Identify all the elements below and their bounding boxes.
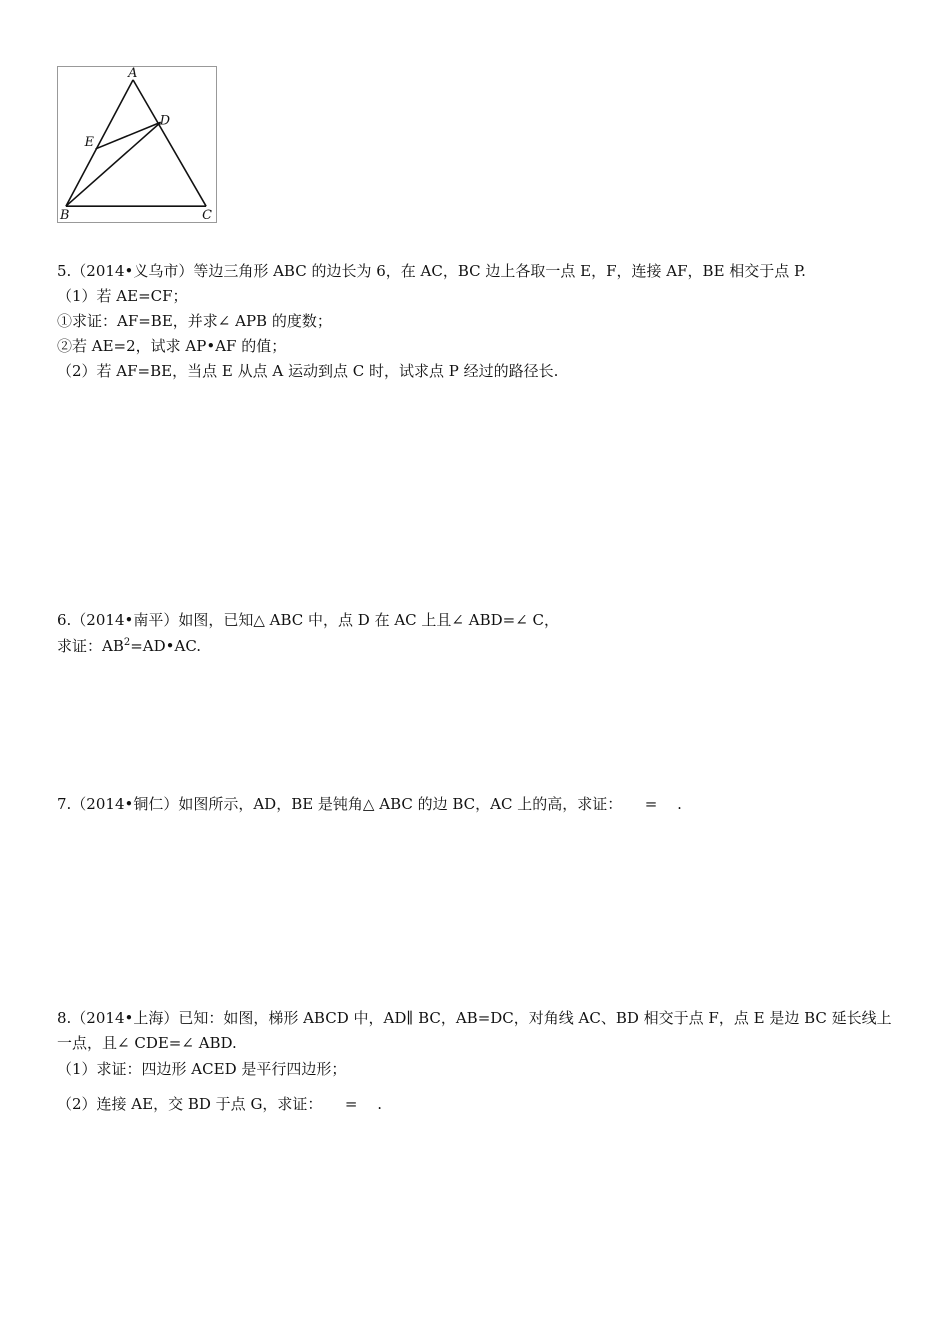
segment-ac <box>133 80 206 206</box>
q5-part2: （2）若 AF=BE，当点 E 从点 A 运动到点 C 时，试求点 P 经过的路径长. <box>57 362 559 380</box>
label-c: C <box>202 208 212 222</box>
q6-prove <box>57 636 201 656</box>
segment-ab <box>66 80 133 206</box>
segment-ed <box>96 122 161 149</box>
triangle-figure <box>57 66 217 223</box>
q7-stem: 7.（2014•铜仁）如图所示，AD，BE 是钝角△ ABC 的边 BC，AC 上的高，求证： = . <box>57 795 682 813</box>
q5-stem: 5.（2014•义乌市）等边三角形 ABC 的边长为 6，在 AC，BC 边上各取一点 E，F，连接 AF，BE 相交于点 P. <box>57 262 806 280</box>
triangle-diagram <box>58 67 216 222</box>
segment-bd <box>66 122 161 206</box>
label-e: E <box>84 134 95 150</box>
q8-part2: （2）连接 AE，交 BD 于点 G，求证： = . <box>57 1095 383 1113</box>
q5-part1: （1）若 AE=CF； <box>57 287 188 305</box>
label-b: B <box>59 208 70 222</box>
q6-prove-pre: 求证：AB <box>57 637 124 655</box>
q6-stem: 6.（2014•南平）如图，已知△ ABC 中，点 D 在 AC 上且∠ ABD=∠ C， <box>57 611 560 629</box>
q8-part1: （1）求证：四边形 ACED 是平行四边形； <box>57 1060 347 1078</box>
q5-part1-ii: ②若 AE=2，试求 AP•AF 的值； <box>57 337 287 355</box>
label-a: A <box>128 67 138 81</box>
q8-stem: 8.（2014•上海）已知：如图，梯形 ABCD 中，AD∥ BC，AB=DC，对角线 AC、BD 相交于点 F，点 E 是边 BC 延长线上一点，且∠ CDE=∠ ABD. <box>57 1009 892 1052</box>
q6-prove-exponent: 2 <box>123 637 131 648</box>
q5-part1-i: ①求证：AF=BE，并求∠ APB 的度数； <box>57 312 332 330</box>
q6-prove-post: =AD•AC. <box>130 637 202 655</box>
label-d: D <box>159 113 171 129</box>
